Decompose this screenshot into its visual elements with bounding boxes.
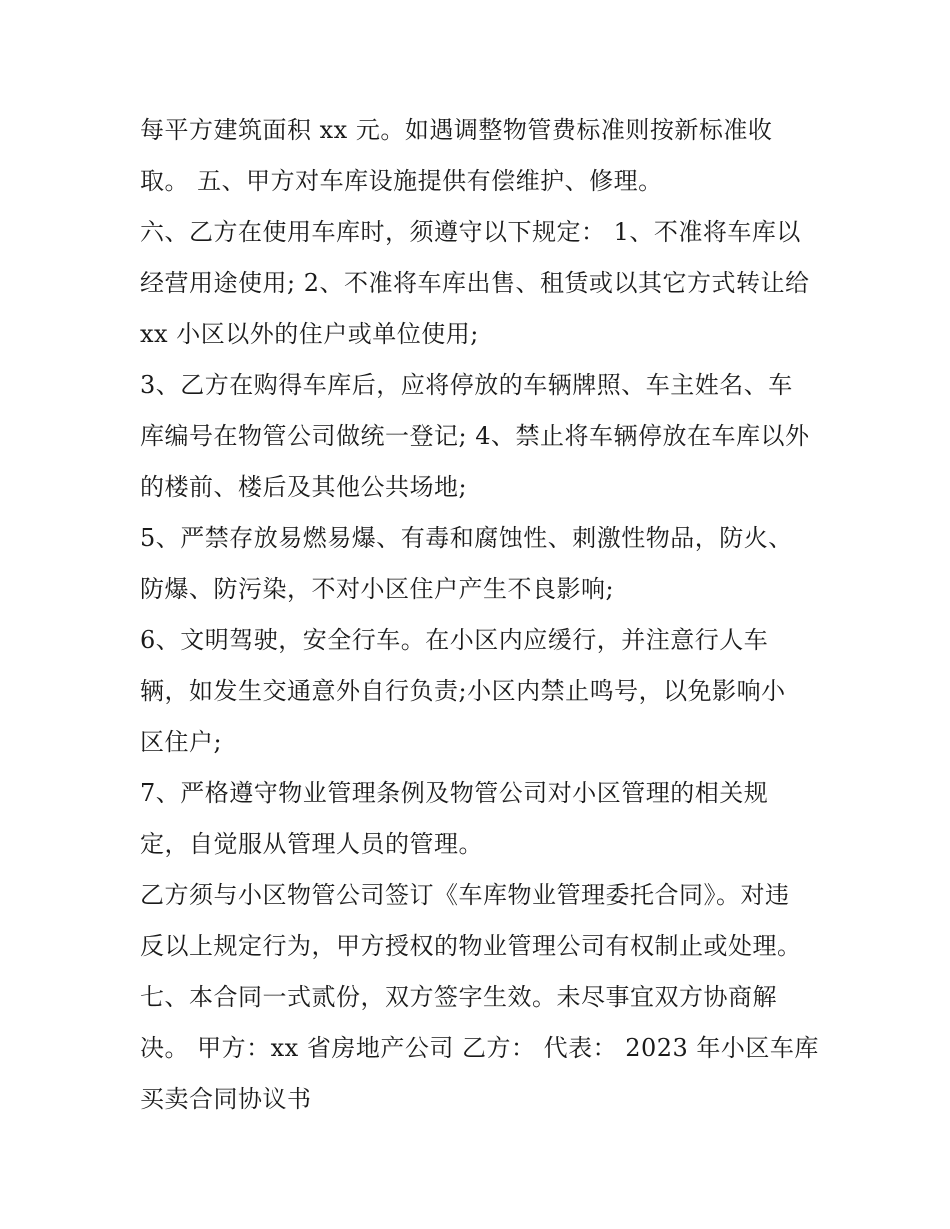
text-line-2: 取。 五、甲方对车库设施提供有偿维护、修理。	[140, 167, 663, 195]
text-line-19: 决。 甲方：xx 省房地产公司 乙方： 代表： 2023 年小区车库	[140, 1034, 819, 1062]
text-line-7: 库编号在物管公司做统一登记; 4、禁止将车辆停放在车库以外	[140, 422, 810, 450]
text-line-10: 防爆、防污染，不对小区住户产生不良影响;	[140, 575, 615, 603]
text-line-3: 六、乙方在使用车库时，须遵守以下规定： 1、不准将车库以	[140, 218, 801, 246]
text-line-14: 7、严格遵守物业管理条例及物管公司对小区管理的相关规	[140, 779, 769, 807]
text-line-18: 七、本合同一式贰份，双方签字生效。未尽事宜双方协商解	[140, 983, 777, 1011]
text-line-15: 定，自觉服从管理人员的管理。	[140, 830, 483, 858]
text-line-8: 的楼前、楼后及其他公共场地;	[140, 473, 468, 501]
text-line-17: 反以上规定行为，甲方授权的物业管理公司有权制止或处理。	[140, 932, 802, 960]
text-line-11: 6、文明驾驶，安全行车。在小区内应缓行，并注意行人车	[140, 626, 769, 654]
text-line-9: 5、严禁存放易燃易爆、有毒和腐蚀性、刺激性物品，防火、	[140, 524, 793, 552]
text-line-4: 经营用途使用; 2、不准将车库出售、租赁或以其它方式转让给	[140, 269, 810, 297]
text-line-20: 买卖合同协议书	[140, 1085, 312, 1113]
text-line-6: 3、乙方在购得车库后，应将停放的车辆牌照、车主姓名、车	[140, 371, 793, 399]
text-line-16: 乙方须与小区物管公司签订《车库物业管理委托合同》。对违	[140, 881, 790, 909]
text-line-13: 区住户;	[140, 728, 223, 756]
contract-text	[140, 109, 830, 1129]
text-line-12: 辆，如发生交通意外自行负责;小区内禁止鸣号，以免影响小	[140, 677, 786, 705]
text-line-5: xx 小区以外的住户或单位使用;	[140, 320, 479, 348]
text-line-1: 每平方建筑面积 xx 元。如遇调整物管费标准则按新标准收	[140, 116, 773, 144]
